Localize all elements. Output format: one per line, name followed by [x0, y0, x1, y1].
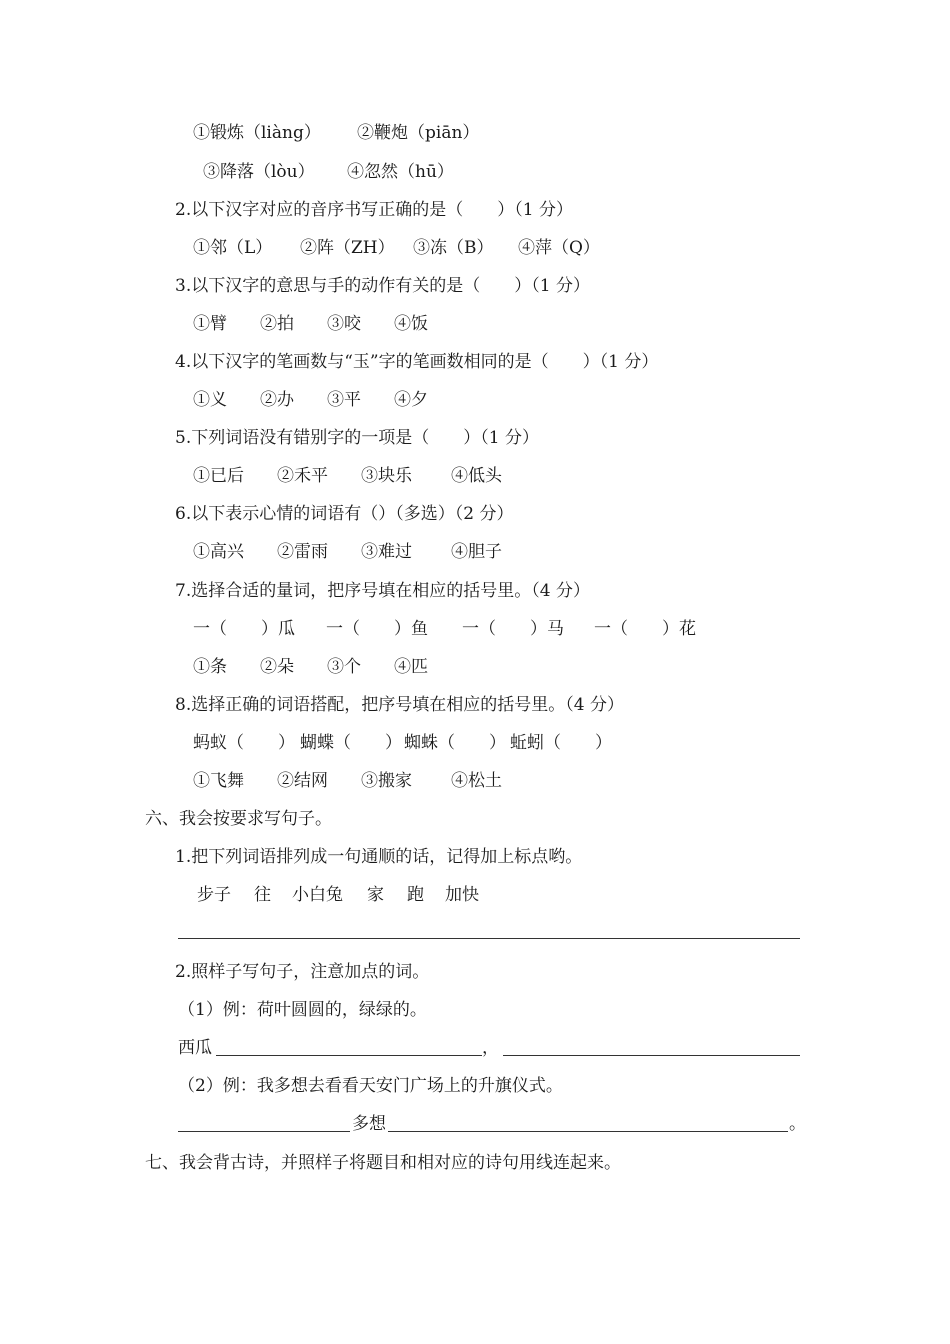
q8-option-1: ①飞舞 — [193, 771, 244, 791]
q7-fill-3: 一（ ）马 — [462, 619, 564, 639]
q1-option-2: ②鞭炮（piān） — [357, 123, 480, 143]
q1-option-3: ③降落（lòu） — [203, 162, 315, 182]
s6-q2-ex1-blank-2[interactable] — [503, 1055, 800, 1056]
q2-option-2: ②阵（ZH） — [300, 238, 395, 258]
q4-option-2: ②办 — [260, 390, 294, 410]
s6-q1-word-1: 步子 — [197, 885, 231, 905]
q2-option-1: ①邻（L） — [193, 238, 273, 258]
q6-option-2: ②雷雨 — [277, 542, 328, 562]
q7-option-2: ②朵 — [260, 657, 294, 677]
s6-q2-stem: 2.照样子写句子，注意加点的词。 — [175, 962, 430, 982]
s6-q1-word-4: 家 — [367, 885, 384, 905]
q3-option-4: ④饭 — [394, 314, 428, 334]
s6-q1-stem: 1.把下列词语排列成一句通顺的话，记得加上标点哟。 — [175, 847, 583, 867]
q5-option-2: ②禾平 — [277, 466, 328, 486]
q8-option-2: ②结网 — [277, 771, 328, 791]
section6-heading: 六、我会按要求写句子。 — [145, 809, 332, 829]
q2-stem: 2.以下汉字对应的音序书写正确的是（ ）（1 分） — [175, 200, 573, 220]
q2-option-4: ④萍（Q） — [518, 238, 600, 258]
q8-fill-3: 蜘蛛（ ） — [404, 733, 506, 753]
q3-option-2: ②拍 — [260, 314, 294, 334]
q8-option-3: ③搬家 — [361, 771, 412, 791]
q3-option-3: ③咬 — [327, 314, 361, 334]
s6-q1-word-2: 往 — [254, 885, 271, 905]
q8-option-4: ④松土 — [451, 771, 502, 791]
s6-q2-example-2: （2）例：我多想去看看天安门广场上的升旗仪式。 — [178, 1076, 563, 1096]
q2-option-3: ③冻（B） — [413, 238, 494, 258]
q3-stem: 3.以下汉字的意思与手的动作有关的是（ ）（1 分） — [175, 276, 590, 296]
q5-stem: 5.下列词语没有错别字的一项是（ ）（1 分） — [175, 428, 539, 448]
q7-fill-2: 一（ ）鱼 — [326, 619, 428, 639]
q8-stem: 8.选择正确的词语搭配，把序号填在相应的括号里。（4 分） — [175, 695, 624, 715]
q4-option-4: ④夕 — [394, 390, 428, 410]
q7-option-4: ④匹 — [394, 657, 428, 677]
q6-option-3: ③难过 — [361, 542, 412, 562]
s6-q2-ex2-end: 。 — [789, 1114, 806, 1134]
s6-q2-ex2-blank-1[interactable] — [178, 1131, 350, 1132]
q6-stem: 6.以下表示心情的词语有（）（多选）（2 分） — [175, 504, 514, 524]
q4-stem: 4.以下汉字的笔画数与“玉”字的笔画数相同的是（ ）（1 分） — [175, 352, 659, 372]
q7-fill-1: 一（ ）瓜 — [193, 619, 295, 639]
q3-option-1: ①臂 — [193, 314, 227, 334]
s6-q2-ex1-blank-1[interactable] — [216, 1055, 482, 1056]
s6-q1-word-3: 小白兔 — [292, 885, 343, 905]
q6-option-4: ④胆子 — [451, 542, 502, 562]
q8-fill-1: 蚂蚁（ ） — [193, 733, 295, 753]
s6-q2-example-1: （1）例：荷叶圆圆的，绿绿的。 — [178, 1000, 427, 1020]
section7-heading: 七、我会背古诗，并照样子将题目和相对应的诗句用线连起来。 — [145, 1153, 621, 1173]
q8-fill-2: 蝴蝶（ ） — [300, 733, 402, 753]
q4-option-1: ①义 — [193, 390, 227, 410]
q8-fill-4: 蚯蚓（ ） — [510, 733, 612, 753]
q4-option-3: ③平 — [327, 390, 361, 410]
q7-stem: 7.选择合适的量词，把序号填在相应的括号里。（4 分） — [175, 581, 590, 601]
s6-q1-word-5: 跑 — [407, 885, 424, 905]
q5-option-3: ③块乐 — [361, 466, 412, 486]
q7-fill-4: 一（ ）花 — [594, 619, 696, 639]
s6-q1-word-6: 加快 — [445, 885, 479, 905]
q5-option-4: ④低头 — [451, 466, 502, 486]
q7-option-3: ③个 — [327, 657, 361, 677]
q7-option-1: ①条 — [193, 657, 227, 677]
s6-q2-ex1-comma: ， — [482, 1038, 499, 1058]
s6-q2-ex2-blank-2[interactable] — [388, 1131, 788, 1132]
s6-q2-ex1-start: 西瓜 — [178, 1038, 212, 1058]
q1-option-4: ④忽然（hū） — [347, 162, 454, 182]
q5-option-1: ①已后 — [193, 466, 244, 486]
q6-option-1: ①高兴 — [193, 542, 244, 562]
s6-q2-ex2-mid: 多想 — [352, 1114, 386, 1134]
s6-q1-answer-line[interactable] — [178, 938, 800, 939]
q1-option-1: ①锻炼（liàng） — [193, 123, 321, 143]
